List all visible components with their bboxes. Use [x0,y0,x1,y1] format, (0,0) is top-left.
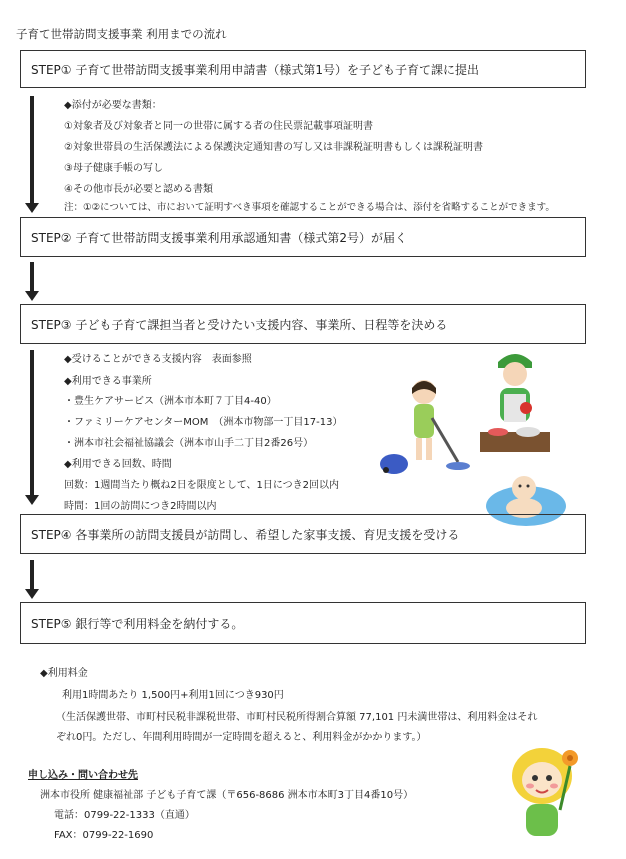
step-2-box [20,217,586,257]
arrow-down-icon [30,96,34,204]
step-5-label: STEP⑤ 銀行等で利用料金を納付する。 [31,616,244,631]
document-item-4: ④その他市長が必要と認める書類 [64,184,213,195]
step-1-box [20,50,586,88]
fees-line-3: ぞれ0円。ただし、年間利用時間が一定時間を超えると、利用料金がかかります。） [56,732,427,743]
fees-line-1: 利用1時間あたり 1,500円+利用1回につき930円 [62,690,284,701]
cleaning-woman-illustration [374,374,470,478]
step-4-box [20,514,586,554]
provider-item-3: ・洲本市社会福祉協議会（洲本市山手二丁目2番26号） [64,438,314,449]
document-item-1: ①対象者及び対象者と同一の世帯に属する者の住民票記載事項証明書 [64,121,373,132]
usage-heading: ◆利用できる回数、時間 [64,459,172,470]
step-3-label: STEP③ 子ども子育て課担当者と受けたい支援内容、事業所、日程等を決める [31,317,448,332]
support-content-line: ◆受けることができる支援内容 表面参照 [64,354,252,365]
provider-item-2: ・ファミリーケアセンターMOM （洲本市物部一丁目17-13） [64,417,343,428]
contact-fax: FAX：0799-22-1690 [54,830,154,841]
document-item-3: ③母子健康手帳の写し [64,163,163,174]
contact-heading: 申し込み・問い合わせ先 [28,770,138,781]
step-5-box [20,602,586,644]
step-4-label: STEP④ 各事業所の訪問支援員が訪問し、希望した家事支援、育児支援を受ける [31,527,460,542]
arrow-down-icon [30,560,34,590]
step-1-label: STEP① 子育て世帯訪問支援事業利用申請書（様式第1号）を子ども子育て課に提出 [31,62,479,77]
step-3-box [20,304,586,344]
step-2-label: STEP② 子育て世帯訪問支援事業利用承認通知書（様式第2号）が届く [31,230,407,245]
documents-heading: ◆添付が必要な書類： [64,100,162,111]
usage-count: 回数：1週間当たり概ね2日を限度として、1日につき2回以内 [64,480,340,491]
usage-time: 時間：1回の訪問につき2時間以内 [64,501,217,512]
fees-line-2: （生活保護世帯、市町村民税非課税世帯、市町村民税所得割合算額 77,101 円未満世帯は、利用料金はそれ [56,712,538,723]
contact-office: 洲本市役所 健康福祉部 子ども子育て課（〒656-8686 洲本市本町3丁目4番10号） [40,790,414,801]
provider-item-1: ・豊生ケアサービス（洲本市本町７丁目4-40） [64,396,277,407]
page-title: 子育て世帯訪問支援事業 利用までの流れ [16,27,227,41]
cooking-woman-illustration [480,348,550,456]
fees-heading: ◆利用料金 [40,668,88,679]
providers-heading: ◆利用できる事業所 [64,376,152,387]
arrow-down-icon [30,262,34,292]
document-item-2: ②対象世帯員の生活保護法による保護決定通知書の写し又は非課税証明書もしくは課税証明書 [64,142,483,153]
arrow-down-icon [30,350,34,496]
contact-tel: 電話：0799-22-1333（直通） [54,810,195,821]
mascot-character-illustration [506,740,582,844]
documents-note: 注：①②については、市において証明すべき事項を確認することができる場合は、添付を省略することができます。 [64,202,555,213]
